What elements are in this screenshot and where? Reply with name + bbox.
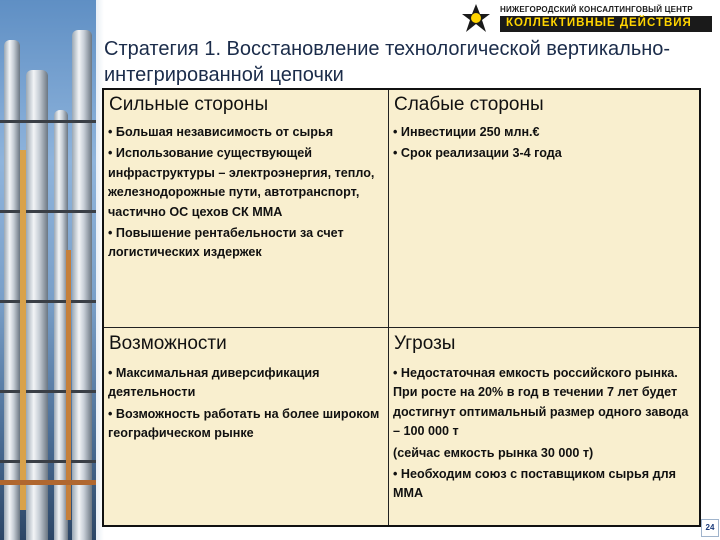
- weaknesses-heading: Слабые стороны: [394, 94, 544, 115]
- weaknesses-list: [393, 123, 697, 164]
- strengths-list: [108, 123, 382, 263]
- threats-cell: [389, 328, 699, 527]
- page-title: Стратегия 1. Восстановление технологической вертикально-интегрированной цепочки: [104, 38, 671, 86]
- refinery-photo: [0, 0, 96, 540]
- opportunities-cell: [104, 328, 388, 527]
- list-item: (сейчас емкость рынка 30 000 т): [393, 445, 594, 460]
- logo-top-text: НИЖЕГОРОДСКИЙ КОНСАЛТИНГОВЫЙ ЦЕНТР: [500, 5, 693, 14]
- list-item: • Максимальная диверсификация деятельности: [108, 366, 320, 400]
- list-item: • Возможность работать на более широком географическом рынке: [108, 406, 380, 441]
- weaknesses-cell: [389, 90, 699, 327]
- opportunities-heading: Возможности: [109, 333, 227, 354]
- swot-table: [102, 88, 701, 527]
- threats-list: [393, 364, 695, 504]
- list-item: • Недостаточная емкость российского рынка. При росте на 20% в год в течении 7 лет будет достигнут оптимальный размер одного завода – 100 000 т: [393, 366, 689, 439]
- list-item: • Большая независимость от сырья: [108, 125, 334, 139]
- strengths-cell: [104, 90, 388, 327]
- list-item: • Использование существующей инфраструктуры – электроэнергия, тепло, железнодорожные пути, автотранспорт, частично ОС цехов СК ММА: [108, 146, 375, 219]
- page-number: 24: [701, 519, 719, 537]
- list-item: • Срок реализации 3-4 года: [393, 146, 562, 161]
- opportunities-list: [108, 364, 384, 444]
- list-item: • Повышение рентабельности за счет логистических издержек: [108, 226, 344, 260]
- list-item: • Инвестиции 250 млн.€: [393, 125, 540, 139]
- list-item: • Необходим союз с поставщиком сырья для ММА: [393, 467, 676, 501]
- threats-heading: Угрозы: [394, 333, 456, 354]
- strengths-heading: Сильные стороны: [109, 94, 269, 115]
- company-logo: [456, 2, 718, 36]
- logo-bottom-text: КОЛЛЕКТИВНЫЕ ДЕЙСТВИЯ: [506, 17, 692, 29]
- logo-emblem-icon: [456, 2, 496, 36]
